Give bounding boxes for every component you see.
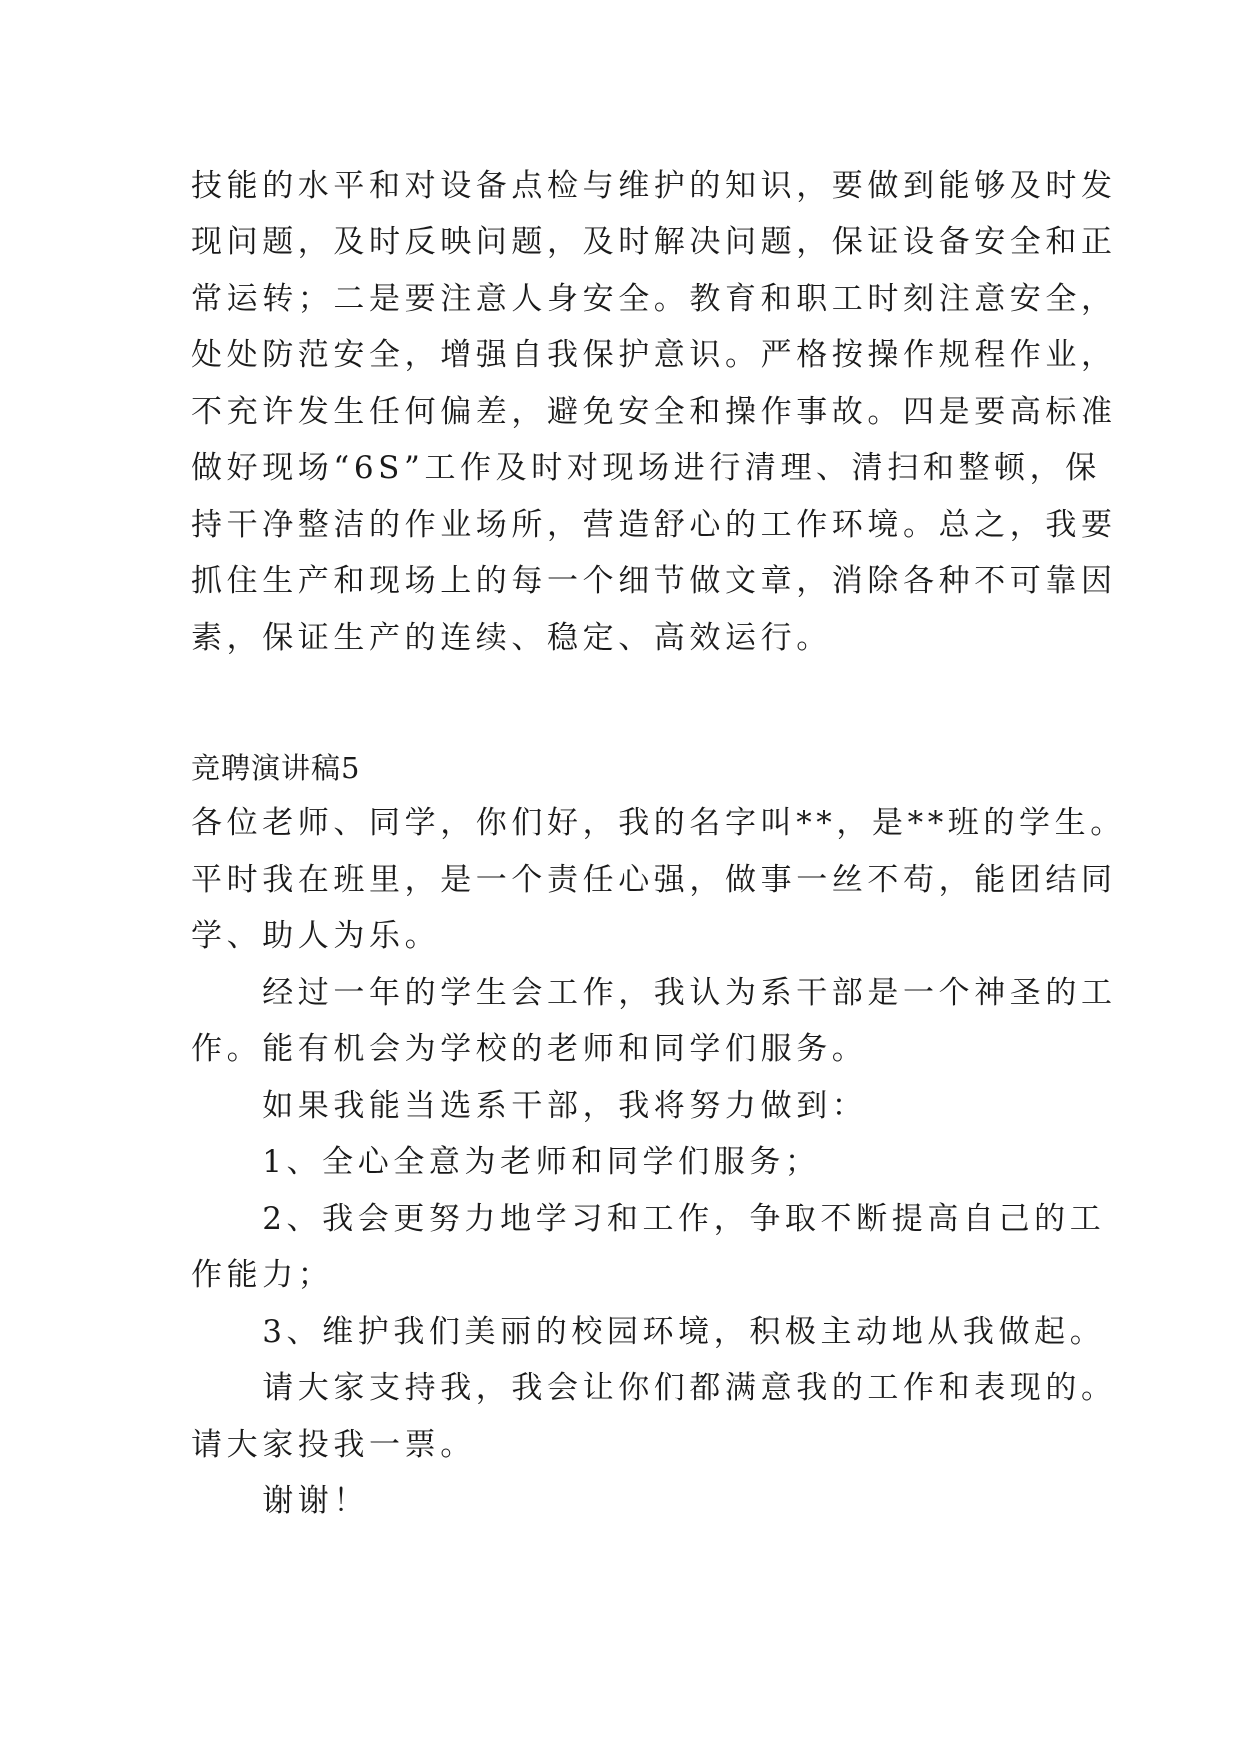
paragraph-line: 做好现场“6S”工作及时对现场进行清理、清扫和整顿，保	[191, 450, 1101, 486]
paragraph-line: 3、维护我们美丽的校园环境，积极主动地从我做起。	[191, 1314, 1106, 1350]
paragraph-line: 请大家支持我，我会让你们都满意我的工作和表现的。	[191, 1370, 1117, 1406]
paragraph-line: 平时我在班里，是一个责任心强，做事一丝不苟，能团结同	[191, 862, 1117, 898]
paragraph-line: 作能力；	[191, 1257, 334, 1293]
paragraph-line: 经过一年的学生会工作，我认为系干部是一个神圣的工	[191, 975, 1117, 1011]
paragraph-line: 2、我会更努力地学习和工作，争取不断提高自己的工	[191, 1201, 1106, 1237]
paragraph-line: 1、全心全意为老师和同学们服务；	[191, 1144, 821, 1180]
paragraph-line: 持干净整洁的作业场所，营造舒心的工作环境。总之，我要	[191, 507, 1117, 543]
paragraph-line: 谢谢！	[191, 1483, 369, 1519]
paragraph-line: 现问题，及时反映问题，及时解决问题，保证设备安全和正	[191, 224, 1117, 260]
paragraph-line: 不充许发生任何偏差，避免安全和操作事故。四是要高标准	[191, 394, 1117, 430]
paragraph-line: 技能的水平和对设备点检与维护的知识，要做到能够及时发	[191, 168, 1117, 204]
paragraph-line: 各位老师、同学，你们好，我的名字叫**，是**班的学生。	[191, 805, 1126, 841]
paragraph-line: 常运转；二是要注意人身安全。教育和职工时刻注意安全，	[191, 281, 1117, 317]
paragraph-line: 请大家投我一票。	[191, 1427, 476, 1463]
paragraph-line: 处处防范安全，增强自我保护意识。严格按操作规程作业，	[191, 337, 1117, 373]
paragraph-line: 作。能有机会为学校的老师和同学们服务。	[191, 1031, 868, 1067]
paragraph-line: 抓住生产和现场上的每一个细节做文章，消除各种不可靠因	[191, 563, 1117, 599]
paragraph-line: 素，保证生产的连续、稳定、高效运行。	[191, 620, 832, 656]
paragraph-line: 如果我能当选系干部，我将努力做到：	[191, 1088, 868, 1124]
paragraph-line: 学、助人为乐。	[191, 918, 441, 954]
section-title: 竞聘演讲稿5	[191, 751, 361, 785]
